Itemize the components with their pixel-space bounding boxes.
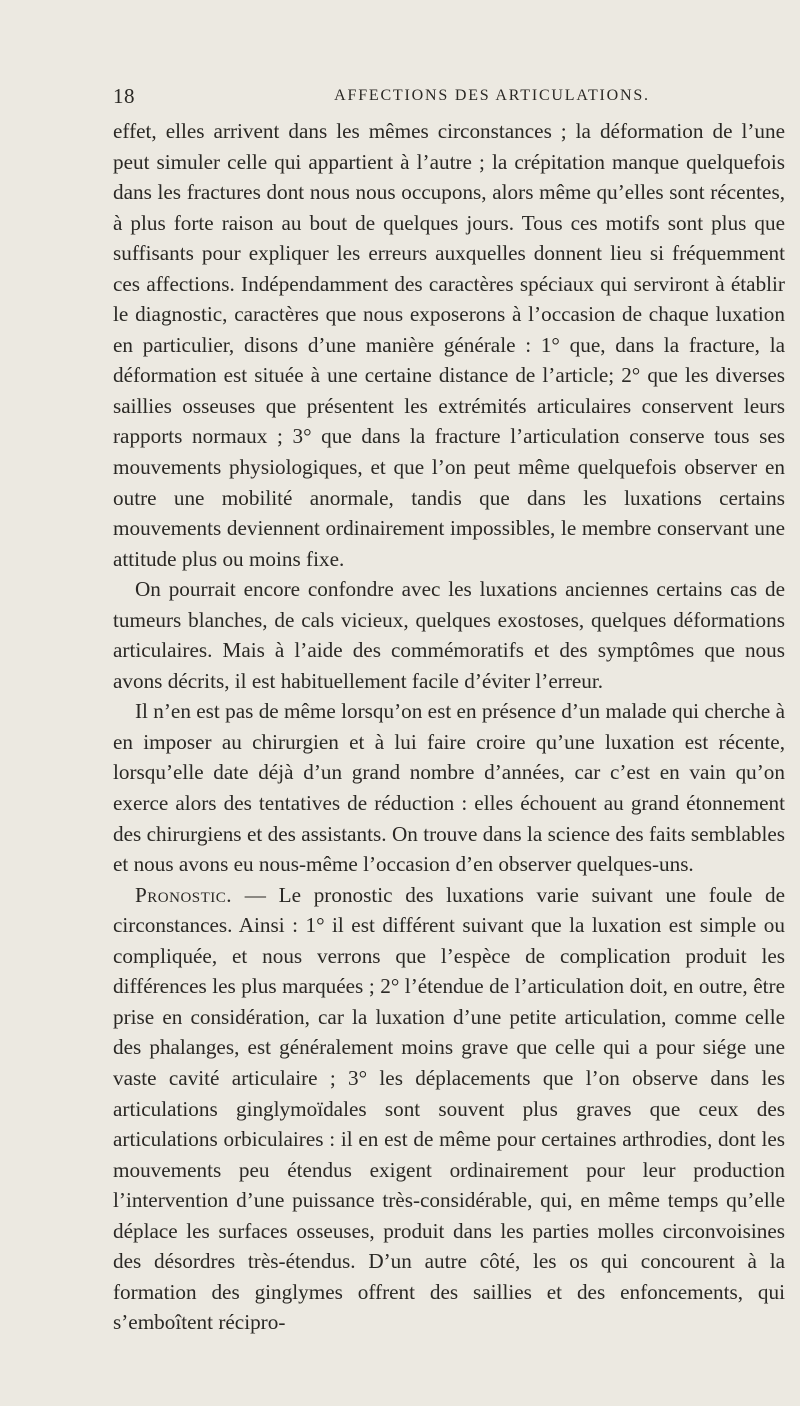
prognosis-text: — Le pronostic des luxations varie suivant une foule de circonstances. Ainsi : 1° il est différent suivant que la luxation est simple ou compliquée, et nous verrons que l’espèce de complication produit les différences les plus marquées ; 2° l’étendue de l’articulation doit, en outre, être prise en considération, car la luxation d’une petite articulation, comme celle des phalanges, est généralement moins grave que celle qui a pour siége une vaste cavité articulaire ; 3° les déplacements que l’on observe dans les articulations ginglymoïdales sont souvent plus graves que ceux des articulations orbiculaires : il en est de même pour certaines arthrodies, dont les mouvements peu étendus exigent ordinairement pour leur production l’intervention d’une puissance très-considérable, qui, en même temps qu’elle déplace les surfaces osseuses, produit dans les parties molles circonvoisines des désordres très-étendus. D’un autre côté, les os qui concourent à la formation des ginglymes offrent des saillies et des enfoncements, qui s’emboîtent récipro- bbox=[113, 882, 785, 1335]
body-text bbox=[113, 116, 785, 1338]
running-title: AFFECTIONS DES ARTICULATIONS. bbox=[334, 87, 650, 104]
paragraph-differential: On pourrait encore confondre avec les luxations anciennes certains cas de tumeurs blanches, de cals vicieux, quelques exostoses, quelques déformations articulaires. Mais à l’aide des commémoratifs et des symptômes que nous avons décrits, il est habituellement facile d’éviter l’erreur. bbox=[113, 577, 785, 693]
page-number: 18 bbox=[113, 84, 135, 108]
paragraph-prognosis bbox=[113, 880, 785, 1338]
paragraph-continuation: effet, elles arrivent dans les mêmes circonstances ; la déformation de l’une peut simuler celle qui appartient à l’autre ; la crépitation manque quelquefois dans les fractures dont nous nous occupons, alors même qu’elles sont récentes, à plus forte raison au bout de quelques jours. Tous ces motifs sont plus que suffisants pour expliquer les erreurs auxquelles donnent lieu si fréquemment ces affections. Indépendamment des caractères spéciaux qui serviront à établir le diagnostic, caractères que nous exposerons à l’occasion de chaque luxation en particulier, disons d’une manière générale : 1° que, dans la fracture, la déformation est située à une certaine distance de l’article; 2° que les diverses saillies osseuses que présentent les extrémités articulaires conservent leurs rapports normaux ; 3° que dans la fracture l’articulation conserve tous ses mouvements physiologiques, et que l’on peut même quelquefois observer en outre une mobilité anormale, tandis que dans les luxations certains mouvements deviennent ordinairement impossibles, le membre conservant une attitude plus ou moins fixe. bbox=[113, 119, 785, 571]
section-lead-pronostic: Pronostic. bbox=[135, 882, 233, 907]
paragraph-simulation: Il n’en est pas de même lorsqu’on est en présence d’un malade qui cherche à en imposer au chirurgien et à lui faire croire qu’une luxation est récente, lorsqu’elle date déjà d’un grand nombre d’années, car c’est en vain qu’on exerce alors des tentatives de réduction : elles échouent au grand étonnement des chirurgiens et des assistants. On trouve dans la science des faits semblables et nous avons eu nous-même l’occasion d’en observer quelques-uns. bbox=[113, 699, 785, 877]
running-head bbox=[113, 84, 800, 108]
